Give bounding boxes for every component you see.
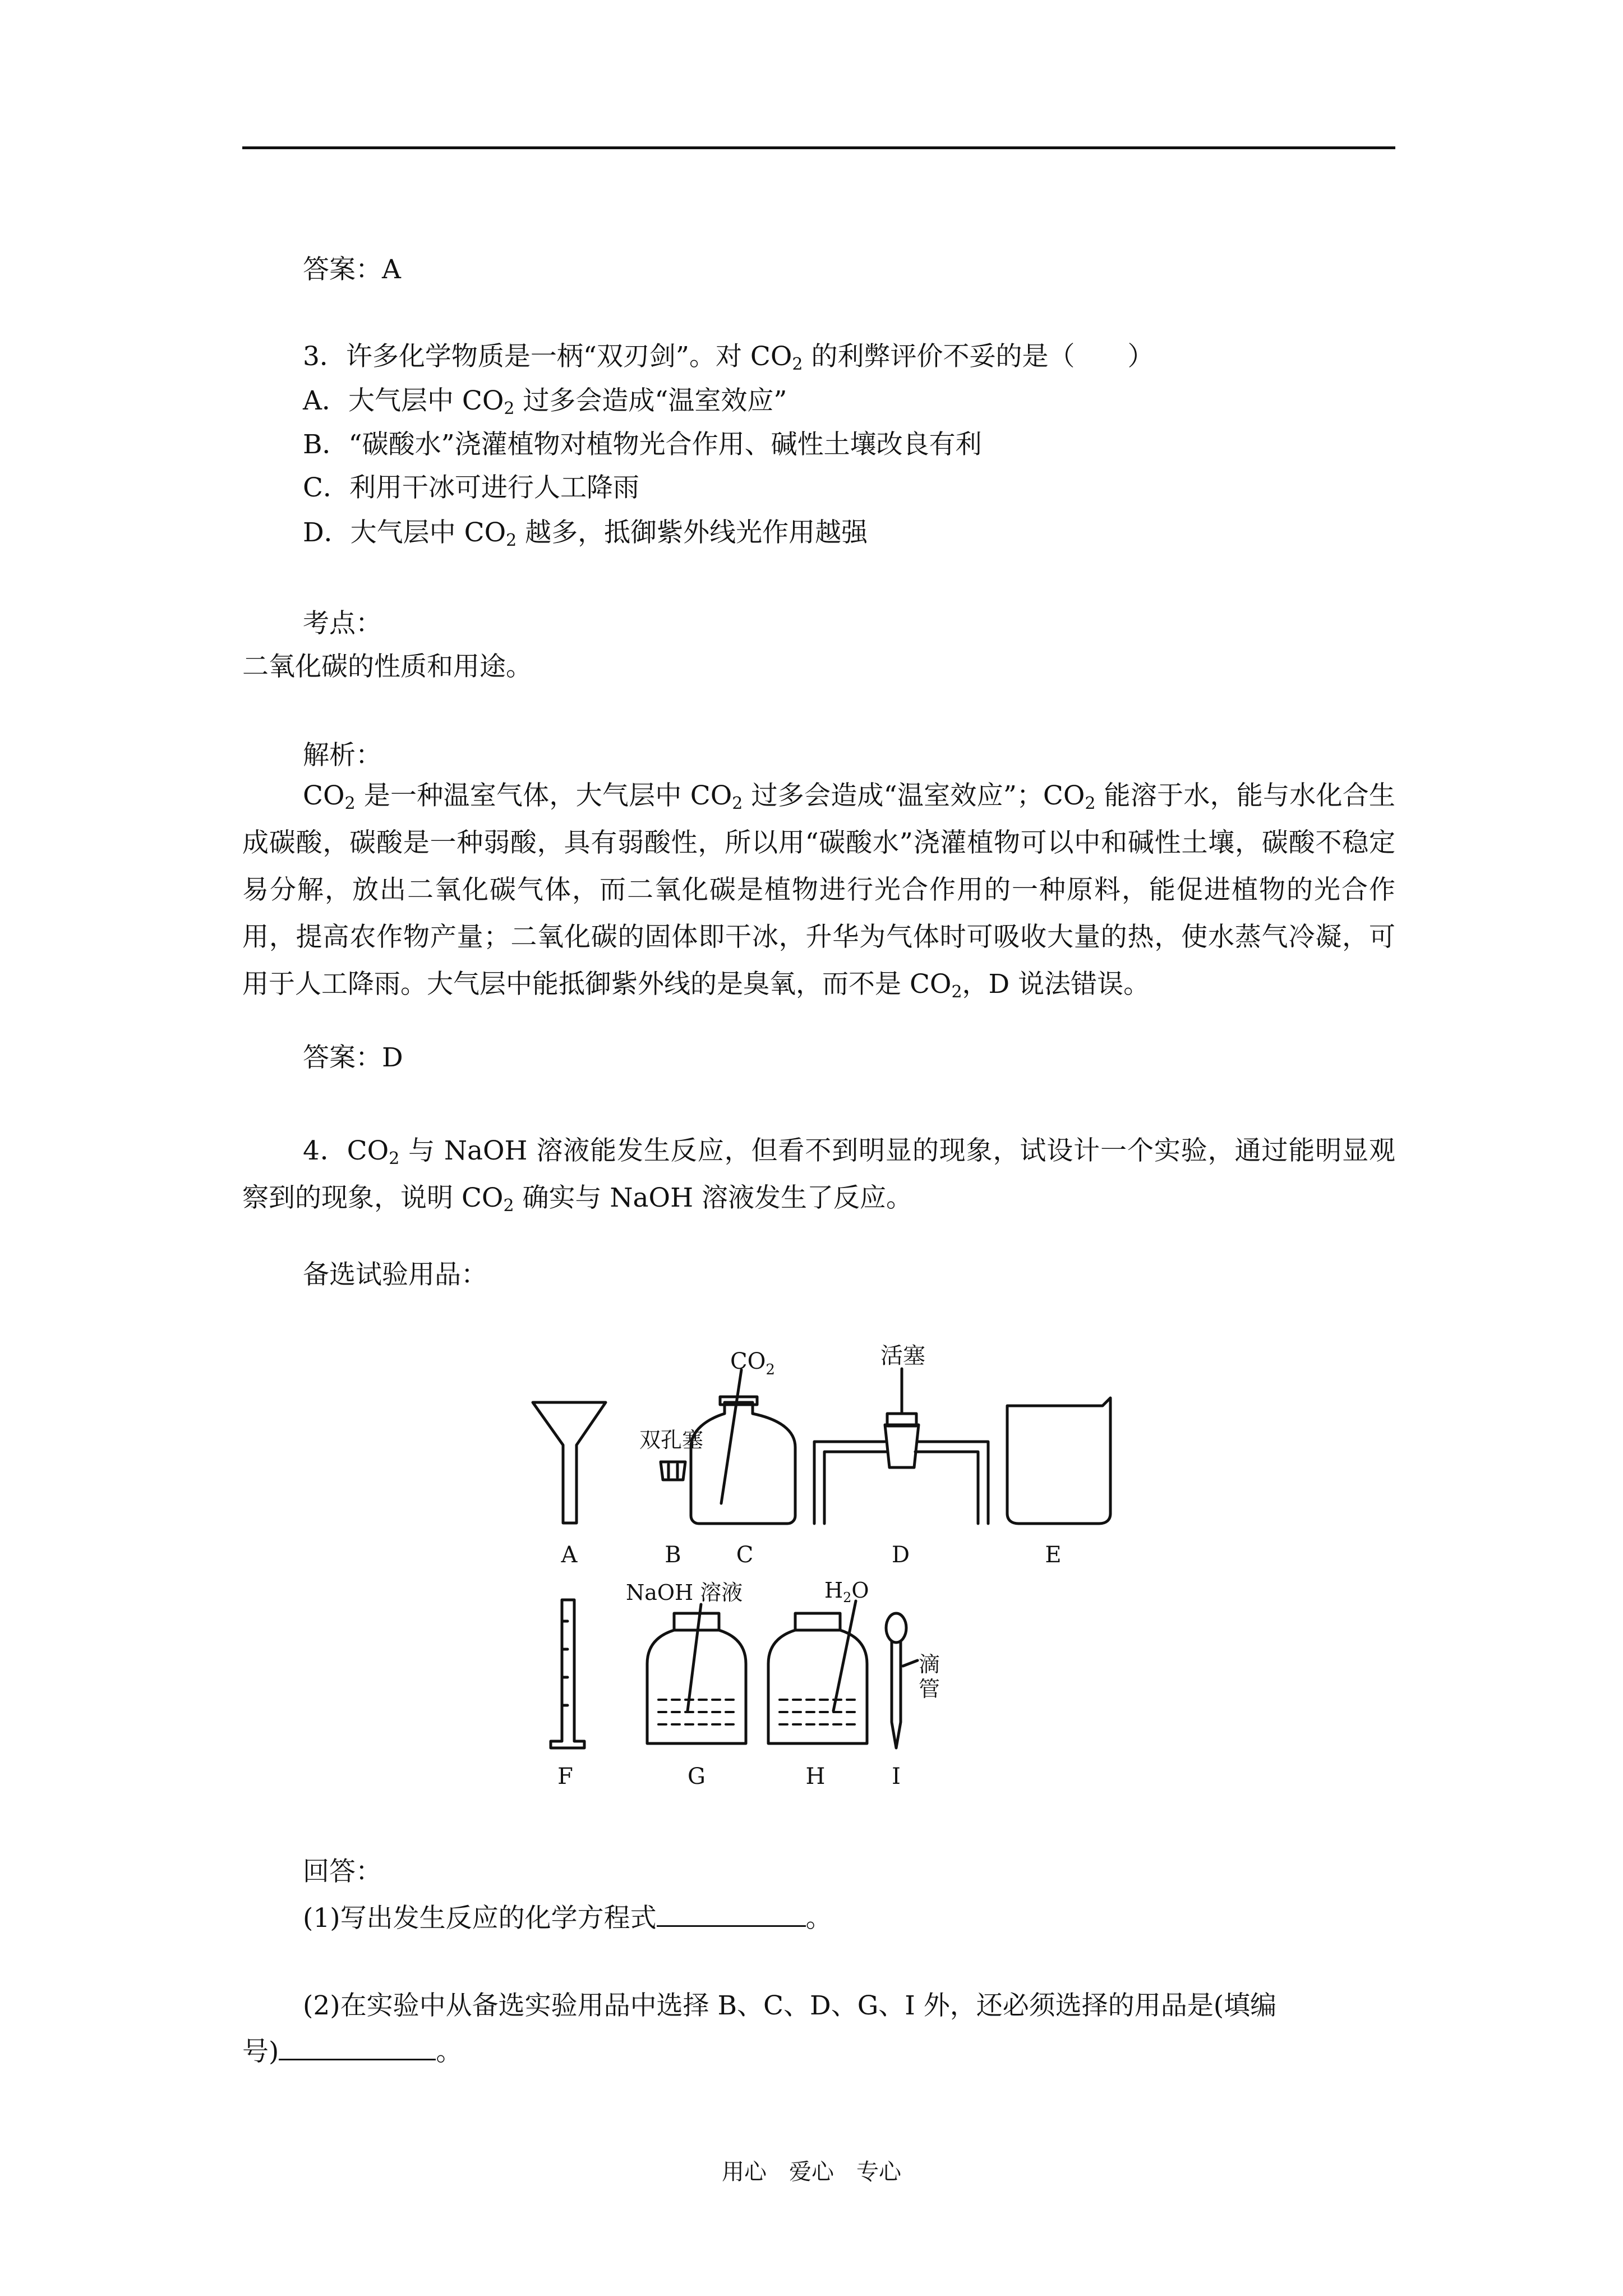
answer-blank-1[interactable] <box>657 1901 806 1927</box>
q4-sub2-line1: (2)在实验中从备选实验用品中选择 B、C、D、G、I 外，还必须选择的用品是(填编 <box>303 1990 1277 2021</box>
q3-jiexi-label: 解析： <box>303 740 382 771</box>
label-h2o: $H_2O$ <box>824 1578 869 1605</box>
label-co2: $CO_2$ <box>730 1349 775 1378</box>
letter-a: A <box>561 1542 578 1568</box>
q4-sub2-line2: 号) 。 <box>242 2034 462 2069</box>
q4-sub1: (1)写出发生反应的化学方程式 。 <box>303 1901 832 1935</box>
label-valve: 活塞 <box>880 1343 925 1369</box>
letter-b: B <box>665 1542 681 1568</box>
letter-i: I <box>892 1764 901 1789</box>
answer-blank-2[interactable] <box>279 2034 436 2060</box>
q4-huida-label: 回答： <box>303 1856 382 1887</box>
q3-kaodian-label: 考点： <box>303 608 382 639</box>
q4-materials-label: 备选试验用品： <box>303 1259 487 1290</box>
q3-answer: 答案：D <box>303 1042 403 1073</box>
previous-answer: 答案：A <box>303 254 401 285</box>
dropper-i <box>886 1613 940 1748</box>
letter-g: G <box>688 1764 706 1789</box>
graduated-cylinder-f <box>551 1600 584 1748</box>
label-dropper-2: 管 <box>919 1677 940 1701</box>
q3-option-d: D．大气层中 $CO_2$ 越多，抵御紫外线光作用越强 <box>303 517 868 550</box>
label-dropper-1: 滴 <box>919 1652 940 1677</box>
q3-stem: 3．许多化学物质是一柄“双刃剑”。对 $CO_2$ 的利弊评价不妥的是（ ） <box>303 341 1154 374</box>
stopcock-tube-d <box>814 1343 988 1524</box>
letter-e: E <box>1045 1542 1062 1568</box>
letter-h: H <box>805 1764 826 1789</box>
water-bottle-h <box>768 1578 869 1743</box>
apparatus-diagram <box>522 1335 1127 1795</box>
q3-jiexi-paragraph: $CO_2$ 是一种温室气体，大气层中 $CO_2$ 过多会造成“温室效应”；$CO_2$ 能溶于水，能与水化合生成碳酸，碳酸是一种弱酸，具有弱酸性，所以用“碳酸水”浇灌植物可以中和碱性土壤，碳酸不稳定易分解，放出二氧化碳气体，而二氧化碳是植物进行光合作用的一种原料，能促进植物的光合作用，提高农作物产量；二氧化碳的固体即干冰，升华为气体时可吸收大量的热，使水蒸气冷凝，可用于人工降雨。大气层中能抵御紫外线的是臭氧，而不是 $CO_2$，D 说法错误。 <box>242 780 1395 1002</box>
beaker-e <box>1007 1398 1110 1524</box>
q3-option-b: B．“碳酸水”浇灌植物对植物光合作用、碱性土壤改良有利 <box>303 429 982 460</box>
label-naoh: NaOH 溶液 <box>626 1580 743 1605</box>
q3-option-c: C．利用干冰可进行人工降雨 <box>303 472 639 503</box>
q3-option-a: A．大气层中 $CO_2$ 过多会造成“温室效应” <box>303 385 787 418</box>
header-rule <box>242 146 1395 149</box>
gas-bottle-c <box>691 1349 795 1524</box>
letter-d: D <box>891 1542 910 1568</box>
naoh-bottle-g <box>626 1580 746 1743</box>
letter-f: F <box>557 1764 573 1789</box>
page-footer: 用心 爱心 专心 <box>722 2159 901 2185</box>
q4-stem: 4．$CO_2$ 与 NaOH 溶液能发生反应，但看不到明显的现象，试设计一个实验，通过能明显观察到的现象，说明 $CO_2$ 确实与 NaOH 溶液发生了反应。 <box>242 1135 1395 1216</box>
letter-c: C <box>736 1542 754 1568</box>
q3-kaodian-text: 二氧化碳的性质和用途。 <box>242 651 532 682</box>
funnel-a <box>533 1402 606 1523</box>
label-stopper: 双孔塞 <box>639 1428 704 1452</box>
